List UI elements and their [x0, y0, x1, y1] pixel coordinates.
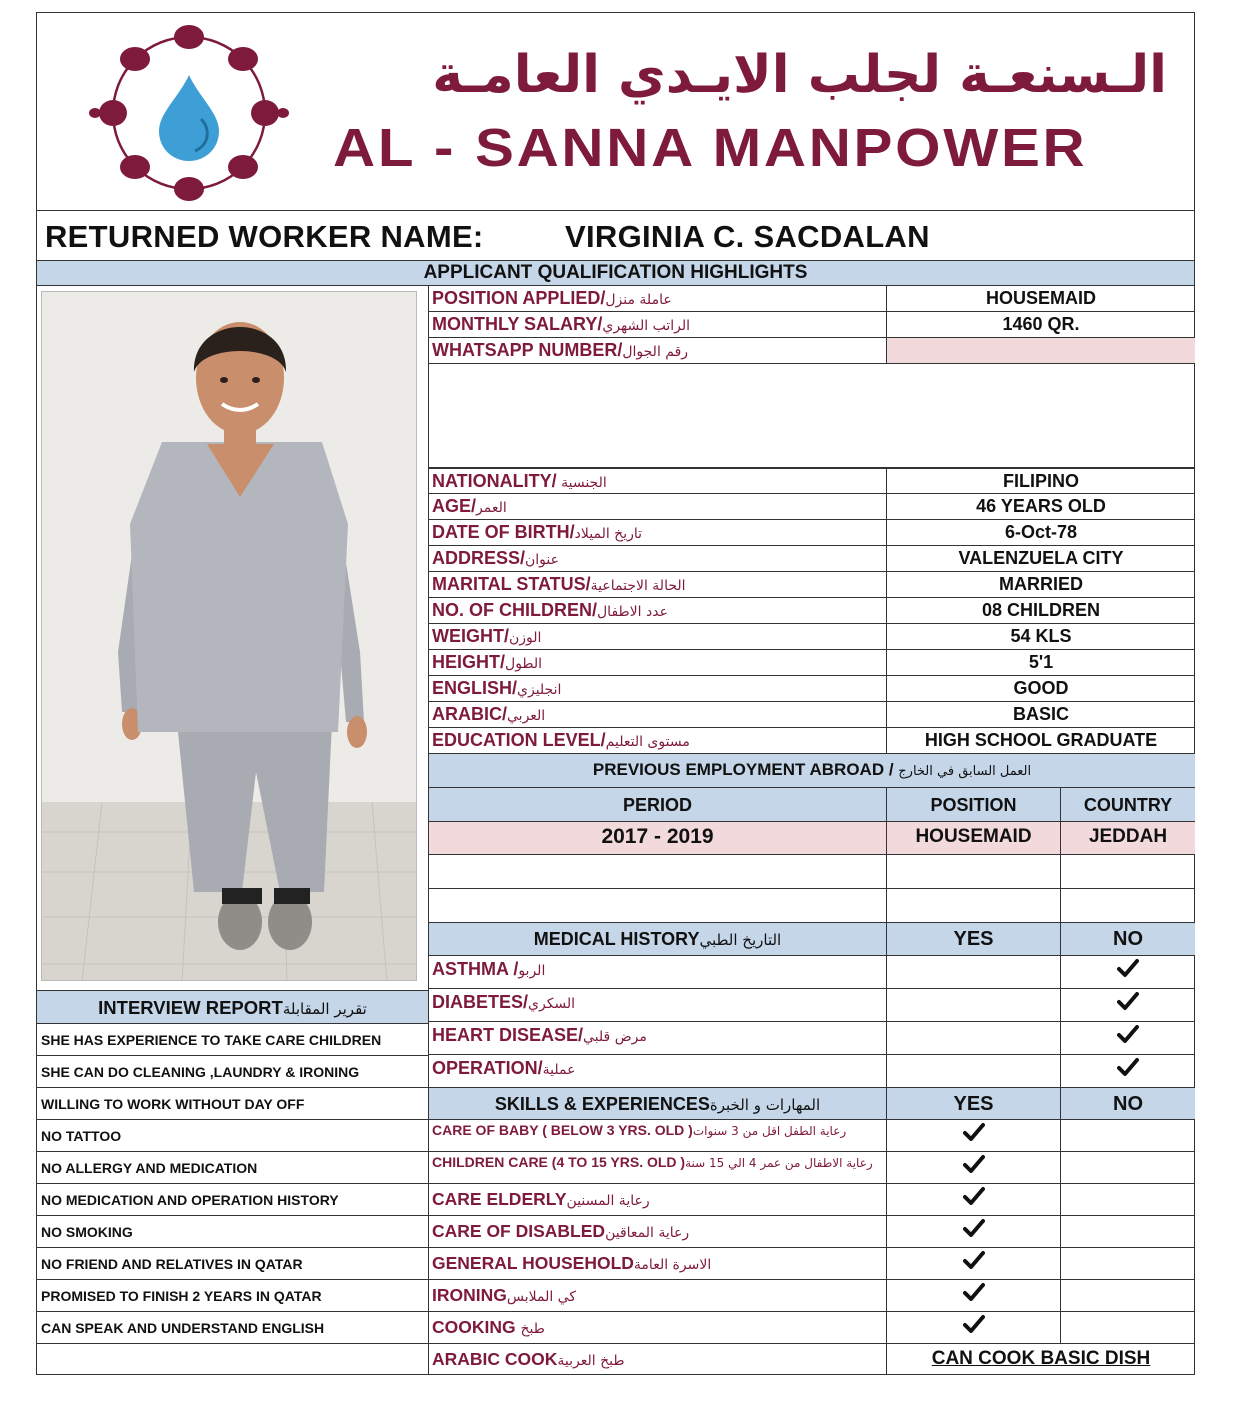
detail-label: WEIGHT/ [432, 626, 509, 646]
detail-value: BASIC [886, 702, 1195, 727]
detail-label: ADDRESS/ [432, 548, 526, 568]
skill-label: IRONING [432, 1285, 507, 1305]
detail-row [429, 650, 1195, 676]
detail-label-arabic: العمر [476, 500, 507, 516]
skill-row [429, 1120, 1195, 1152]
detail-label: EDUCATION LEVEL/ [432, 730, 606, 750]
detail-value: 54 KLS [886, 624, 1195, 649]
employment-row [429, 822, 1195, 855]
interview-report-title: INTERVIEW REPORT [98, 997, 283, 1018]
worker-name-label: RETURNED WORKER NAME: [45, 219, 484, 254]
check-icon [963, 1122, 985, 1142]
medical-no-header: NO [1060, 923, 1195, 955]
interview-report-header [37, 990, 428, 1024]
skill-row [429, 1216, 1195, 1248]
skill-label-arabic: رعاية المسنين [566, 1193, 650, 1209]
skills-yes-header: YES [886, 1088, 1060, 1119]
medical-label-arabic: السكري [528, 996, 576, 1012]
field-value: 1460 QR. [886, 312, 1195, 337]
interview-report-title-arabic: تقرير المقابلة [282, 1000, 367, 1018]
skill-row [429, 1248, 1195, 1280]
interview-item: NO FRIEND AND RELATIVES IN QATAR [37, 1248, 428, 1280]
skill-label-arabic: طبخ [520, 1321, 545, 1337]
detail-label-arabic: الوزن [509, 630, 542, 646]
skill-row [429, 1312, 1195, 1344]
worker-name: VIRGINIA C. SACDALAN [565, 219, 930, 254]
detail-value: VALENZUELA CITY [886, 546, 1195, 571]
employment-title: PREVIOUS EMPLOYMENT ABROAD / [592, 760, 894, 779]
interview-item: SHE CAN DO CLEANING ,LAUNDRY & IRONING [37, 1056, 428, 1088]
employment-title-arabic: العمل السابق في الخارج [898, 764, 1032, 779]
detail-label-arabic: الجنسية [556, 475, 607, 491]
detail-row [429, 494, 1195, 520]
company-name-english: AL - SANNA MANPOWER [333, 118, 1088, 178]
blank-area [429, 364, 1195, 468]
check-icon [963, 1314, 985, 1334]
qualification-header: APPLICANT QUALIFICATION HIGHLIGHTS [37, 260, 1194, 286]
skill-label-arabic: كي الملابس [506, 1289, 577, 1305]
skill-row [429, 1152, 1195, 1184]
interview-item: CAN SPEAK AND UNDERSTAND ENGLISH [37, 1312, 428, 1344]
skills-title: SKILLS & EXPERIENCES [494, 1094, 710, 1114]
medical-yes-header: YES [886, 923, 1060, 955]
employment-empty-row [429, 855, 1195, 889]
medical-title-arabic: التاريخ الطبي [699, 931, 782, 949]
detail-label-arabic: الحالة الاجتماعية [590, 578, 686, 594]
field-label-arabic: عاملة منزل [605, 292, 672, 308]
check-icon [1117, 1024, 1139, 1044]
period-header: PERIOD [622, 795, 692, 815]
detail-value: 46 YEARS OLD [886, 494, 1195, 519]
company-name-arabic: الـسنعـة لجلب الايـدي العامـة [432, 45, 1167, 105]
detail-label-arabic: العربي [507, 708, 546, 724]
skill-label-arabic: رعاية الطفل اقل من 3 سنوات [692, 1124, 847, 1138]
check-icon [1117, 1057, 1139, 1077]
detail-value: GOOD [886, 676, 1195, 701]
medical-row [429, 956, 1195, 989]
skill-label: CARE ELDERLY [432, 1189, 567, 1209]
detail-value: 5'1 [886, 650, 1195, 675]
skill-label: CARE OF BABY ( BELOW 3 YRS. OLD ) [432, 1122, 693, 1138]
detail-row [429, 546, 1195, 572]
check-icon [1117, 958, 1139, 978]
detail-value: HIGH SCHOOL GRADUATE [886, 728, 1195, 753]
company-header [37, 13, 1194, 211]
interview-item: PROMISED TO FINISH 2 YEARS IN QATAR [37, 1280, 428, 1312]
check-icon [963, 1282, 985, 1302]
skill-row [429, 1280, 1195, 1312]
detail-label-arabic: مستوى التعليم [605, 734, 690, 750]
detail-label-arabic: انجليزي [517, 682, 562, 698]
employment-period: 2017 - 2019 [601, 825, 714, 848]
interview-item: WILLING TO WORK WITHOUT DAY OFF [37, 1088, 428, 1120]
detail-label-arabic: تاريخ الميلاد [574, 526, 643, 542]
interview-empty-row [37, 1344, 428, 1376]
detail-label: ARABIC/ [432, 704, 507, 724]
field-label-arabic: رقم الجوال [622, 344, 689, 360]
employment-columns [429, 788, 1195, 822]
detail-row [429, 676, 1195, 702]
detail-value: 6-Oct-78 [886, 520, 1195, 545]
skills-no-header: NO [1060, 1088, 1195, 1119]
position-header: POSITION [886, 788, 1060, 821]
arabic-cook-label-arabic: طبخ العربية [557, 1353, 625, 1369]
arabic-cook-value: CAN COOK BASIC DISH [886, 1344, 1195, 1375]
skill-label: CHILDREN CARE (4 TO 15 YRS. OLD ) [432, 1154, 686, 1170]
skill-label-arabic: رعاية الاطفال من عمر 4 الي 15 سنة [685, 1156, 873, 1170]
check-icon [1117, 991, 1139, 1011]
arabic-cook-label: ARABIC COOK [432, 1349, 558, 1369]
employment-header [429, 754, 1195, 788]
skill-label-arabic: الاسرة العامة [633, 1257, 712, 1273]
medical-title: MEDICAL HISTORY [533, 929, 700, 949]
field-row [429, 338, 1195, 364]
detail-label: NO. OF CHILDREN/ [432, 600, 597, 620]
skill-label-arabic: رعاية المعاقين [605, 1225, 690, 1241]
detail-label: MARITAL STATUS/ [432, 574, 591, 594]
qualification-table [428, 286, 1194, 1375]
detail-label: NATIONALITY/ [432, 471, 557, 491]
worker-name-row [37, 211, 1194, 261]
field-value [886, 338, 1195, 363]
skills-title-arabic: المهارات و الخبرة [709, 1096, 821, 1114]
medical-row [429, 1055, 1195, 1088]
interview-item: NO ALLERGY AND MEDICATION [37, 1152, 428, 1184]
check-icon [963, 1218, 985, 1238]
detail-row [429, 624, 1195, 650]
check-icon [963, 1154, 985, 1174]
field-label: WHATSAPP NUMBER/ [432, 340, 623, 360]
detail-row [429, 572, 1195, 598]
medical-label: ASTHMA / [432, 959, 519, 979]
detail-value: MARRIED [886, 572, 1195, 597]
medical-header [429, 923, 1195, 956]
skill-row [429, 1184, 1195, 1216]
detail-row [429, 520, 1195, 546]
country-header: COUNTRY [1060, 788, 1195, 821]
employment-empty-row [429, 889, 1195, 923]
interview-item: NO TATTOO [37, 1120, 428, 1152]
medical-label-arabic: عملية [542, 1062, 576, 1078]
detail-label: HEIGHT/ [432, 652, 506, 672]
detail-label: AGE/ [432, 496, 477, 516]
interview-item: NO MEDICATION AND OPERATION HISTORY [37, 1184, 428, 1216]
field-row [429, 286, 1195, 312]
detail-label-arabic: الطول [505, 656, 543, 672]
check-icon [963, 1250, 985, 1270]
detail-row [429, 598, 1195, 624]
detail-row [429, 728, 1195, 754]
employment-position: HOUSEMAID [886, 822, 1060, 854]
field-label-arabic: الراتب الشهري [602, 318, 691, 334]
detail-row [429, 468, 1195, 494]
interview-item: SHE HAS EXPERIENCE TO TAKE CARE CHILDREN [37, 1024, 428, 1056]
medical-label: HEART DISEASE/ [432, 1025, 584, 1045]
medical-row [429, 989, 1195, 1022]
skill-label: CARE OF DISABLED [432, 1221, 606, 1241]
detail-label: ENGLISH/ [432, 678, 518, 698]
field-row [429, 312, 1195, 338]
field-label: POSITION APPLIED/ [432, 288, 606, 308]
medical-label: OPERATION/ [432, 1058, 543, 1078]
detail-value: FILIPINO [886, 469, 1195, 493]
skills-header [429, 1088, 1195, 1120]
medical-label-arabic: الربو [518, 963, 546, 979]
detail-value: 08 CHILDREN [886, 598, 1195, 623]
medical-row [429, 1022, 1195, 1055]
field-value: HOUSEMAID [886, 286, 1195, 311]
detail-row [429, 702, 1195, 728]
medical-label: DIABETES/ [432, 992, 529, 1012]
detail-label-arabic: عنوان [525, 552, 559, 568]
skill-label: GENERAL HOUSEHOLD [432, 1253, 634, 1273]
skill-label: COOKING [432, 1317, 521, 1337]
detail-label-arabic: عدد الاطفال [597, 604, 668, 620]
detail-label: DATE OF BIRTH/ [432, 522, 575, 542]
company-logo [79, 25, 299, 201]
applicant-photo [41, 291, 417, 981]
employment-country: JEDDAH [1060, 822, 1195, 854]
field-label: MONTHLY SALARY/ [432, 314, 603, 334]
check-icon [963, 1186, 985, 1206]
medical-label-arabic: مرض قلبي [583, 1029, 647, 1045]
biodata-sheet [36, 12, 1195, 1375]
interview-item: NO SMOKING [37, 1216, 428, 1248]
arabic-cook-row [429, 1344, 1195, 1375]
